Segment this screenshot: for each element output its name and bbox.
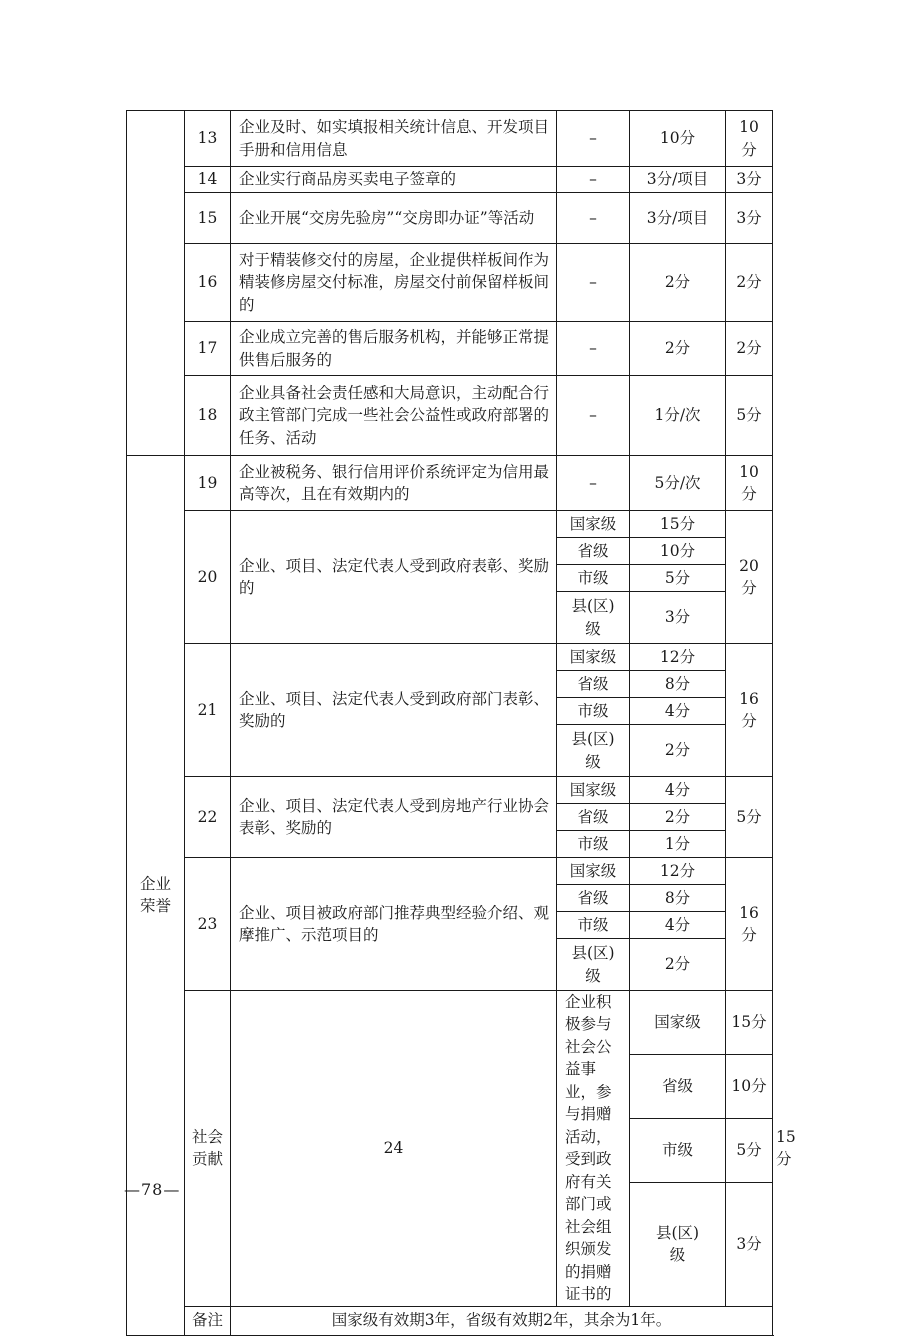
level-name: 国家级 <box>557 777 630 804</box>
level-name: 省级 <box>557 538 630 565</box>
score-cell: 10分 <box>630 111 726 167</box>
remark-row <box>127 1306 773 1335</box>
item-description: 企业、项目、法定代表人受到房地产行业协会表彰、奖励的 <box>231 777 557 858</box>
score-cell: 2分 <box>630 244 726 322</box>
page-number: —78— <box>124 1180 181 1199</box>
level-score: 5分 <box>630 565 726 592</box>
max-score-cell: 10 分 <box>726 111 773 167</box>
table-row <box>127 511 773 538</box>
level-cell: – <box>557 193 630 244</box>
max-score-cell: 5分 <box>726 376 773 456</box>
max-score-cell: 16 分 <box>726 858 773 991</box>
item-number: 20 <box>185 511 231 644</box>
table-row <box>127 167 773 193</box>
level-score: 4分 <box>630 777 726 804</box>
level-score: 10分 <box>630 538 726 565</box>
max-score-cell: 2分 <box>726 244 773 322</box>
item-number: 16 <box>185 244 231 322</box>
level-name: 市级 <box>630 1119 726 1183</box>
level-score: 10分 <box>726 1055 773 1119</box>
table-row <box>127 456 773 511</box>
score-cell: 5分/次 <box>630 456 726 511</box>
item-number: 22 <box>185 777 231 858</box>
table-row <box>127 322 773 376</box>
remark-text: 国家级有效期3年，省级有效期2年，其余为1年。 <box>231 1306 773 1335</box>
item-description: 企业实行商品房买卖电子签章的 <box>231 167 557 193</box>
max-score-cell: 20 分 <box>726 511 773 644</box>
max-score-cell: 3分 <box>726 167 773 193</box>
item-description: 企业、项目、法定代表人受到政府部门表彰、奖励的 <box>231 644 557 777</box>
table-row <box>127 376 773 456</box>
level-score: 3分 <box>630 592 726 644</box>
level-cell: – <box>557 376 630 456</box>
item-number: 15 <box>185 193 231 244</box>
max-score-cell: 10 分 <box>726 456 773 511</box>
level-name: 市级 <box>557 698 630 725</box>
category-honor: 企业 荣誉 <box>127 456 185 1336</box>
level-score: 3分 <box>726 1183 773 1306</box>
item-description: 企业开展“交房先验房”“交房即办证”等活动 <box>231 193 557 244</box>
level-score: 4分 <box>630 698 726 725</box>
item-description: 对于精装修交付的房屋，企业提供样板间作为精装修房屋交付标准，房屋交付前保留样板间的 <box>231 244 557 322</box>
remark-label: 备注 <box>185 1306 231 1335</box>
item-description: 企业积极参与社会公益事业，参与捐赠活动，受到政府有关部门或社会组织颁发的捐赠证书的 <box>557 991 630 1307</box>
level-name: 县(区) 级 <box>630 1183 726 1306</box>
level-score: 5分 <box>726 1119 773 1183</box>
level-name: 县(区) 级 <box>557 725 630 777</box>
category-cell-continued <box>127 111 185 456</box>
item-number: 19 <box>185 456 231 511</box>
item-description: 企业、项目、法定代表人受到政府表彰、奖励的 <box>231 511 557 644</box>
level-name: 国家级 <box>630 991 726 1055</box>
level-score: 2分 <box>630 725 726 777</box>
scoring-table <box>126 110 796 1336</box>
score-cell: 3分/项目 <box>630 167 726 193</box>
level-name: 国家级 <box>557 511 630 538</box>
table-row <box>127 858 773 885</box>
level-score: 2分 <box>630 939 726 991</box>
table-row <box>127 644 773 671</box>
item-number: 23 <box>185 858 231 991</box>
level-cell: – <box>557 456 630 511</box>
max-score-cell: 5分 <box>726 777 773 858</box>
level-name: 市级 <box>557 912 630 939</box>
item-number: 13 <box>185 111 231 167</box>
level-score: 8分 <box>630 671 726 698</box>
item-number: 18 <box>185 376 231 456</box>
level-score: 12分 <box>630 858 726 885</box>
level-score: 4分 <box>630 912 726 939</box>
max-score-cell: 2分 <box>726 322 773 376</box>
level-score: 2分 <box>630 804 726 831</box>
level-cell: – <box>557 322 630 376</box>
table-row: 社会 贡献 24 企业积极参与社会公益事业，参与捐赠活动，受到政府有关部门或社会组织颁发的捐赠证书的 国家级 15分 15 分 <box>127 991 773 1055</box>
item-description: 企业被税务、银行信用评价系统评定为信用最高等次，且在有效期内的 <box>231 456 557 511</box>
level-name: 省级 <box>557 885 630 912</box>
score-cell: 2分 <box>630 322 726 376</box>
category-social: 社会 贡献 <box>185 991 231 1307</box>
item-number: 17 <box>185 322 231 376</box>
level-name: 省级 <box>557 671 630 698</box>
max-score-cell: 16 分 <box>726 644 773 777</box>
level-name: 县(区) 级 <box>557 592 630 644</box>
level-cell: – <box>557 111 630 167</box>
level-cell: – <box>557 167 630 193</box>
level-score: 1分 <box>630 831 726 858</box>
level-cell: – <box>557 244 630 322</box>
level-score: 15分 <box>726 991 773 1055</box>
item-description: 企业及时、如实填报相关统计信息、开发项目手册和信用信息 <box>231 111 557 167</box>
table-row <box>127 777 773 804</box>
item-description: 企业具备社会责任感和大局意识，主动配合行政主管部门完成一些社会公益性或政府部署的任务、活动 <box>231 376 557 456</box>
level-name: 省级 <box>557 804 630 831</box>
item-description: 企业、项目被政府部门推荐典型经验介绍、观摩推广、示范项目的 <box>231 858 557 991</box>
level-score: 8分 <box>630 885 726 912</box>
item-number: 24 <box>231 991 557 1307</box>
level-name: 市级 <box>557 565 630 592</box>
table-row <box>127 193 773 244</box>
level-name: 国家级 <box>557 644 630 671</box>
level-name: 省级 <box>630 1055 726 1119</box>
item-number: 14 <box>185 167 231 193</box>
level-name: 市级 <box>557 831 630 858</box>
item-number: 21 <box>185 644 231 777</box>
max-score-cell: 3分 <box>726 193 773 244</box>
score-cell: 3分/项目 <box>630 193 726 244</box>
level-name: 国家级 <box>557 858 630 885</box>
item-description: 企业成立完善的售后服务机构，并能够正常提供售后服务的 <box>231 322 557 376</box>
table-row <box>127 111 773 167</box>
level-score: 15分 <box>630 511 726 538</box>
table-row <box>127 244 773 322</box>
level-name: 县(区) 级 <box>557 939 630 991</box>
level-score: 12分 <box>630 644 726 671</box>
score-cell: 1分/次 <box>630 376 726 456</box>
